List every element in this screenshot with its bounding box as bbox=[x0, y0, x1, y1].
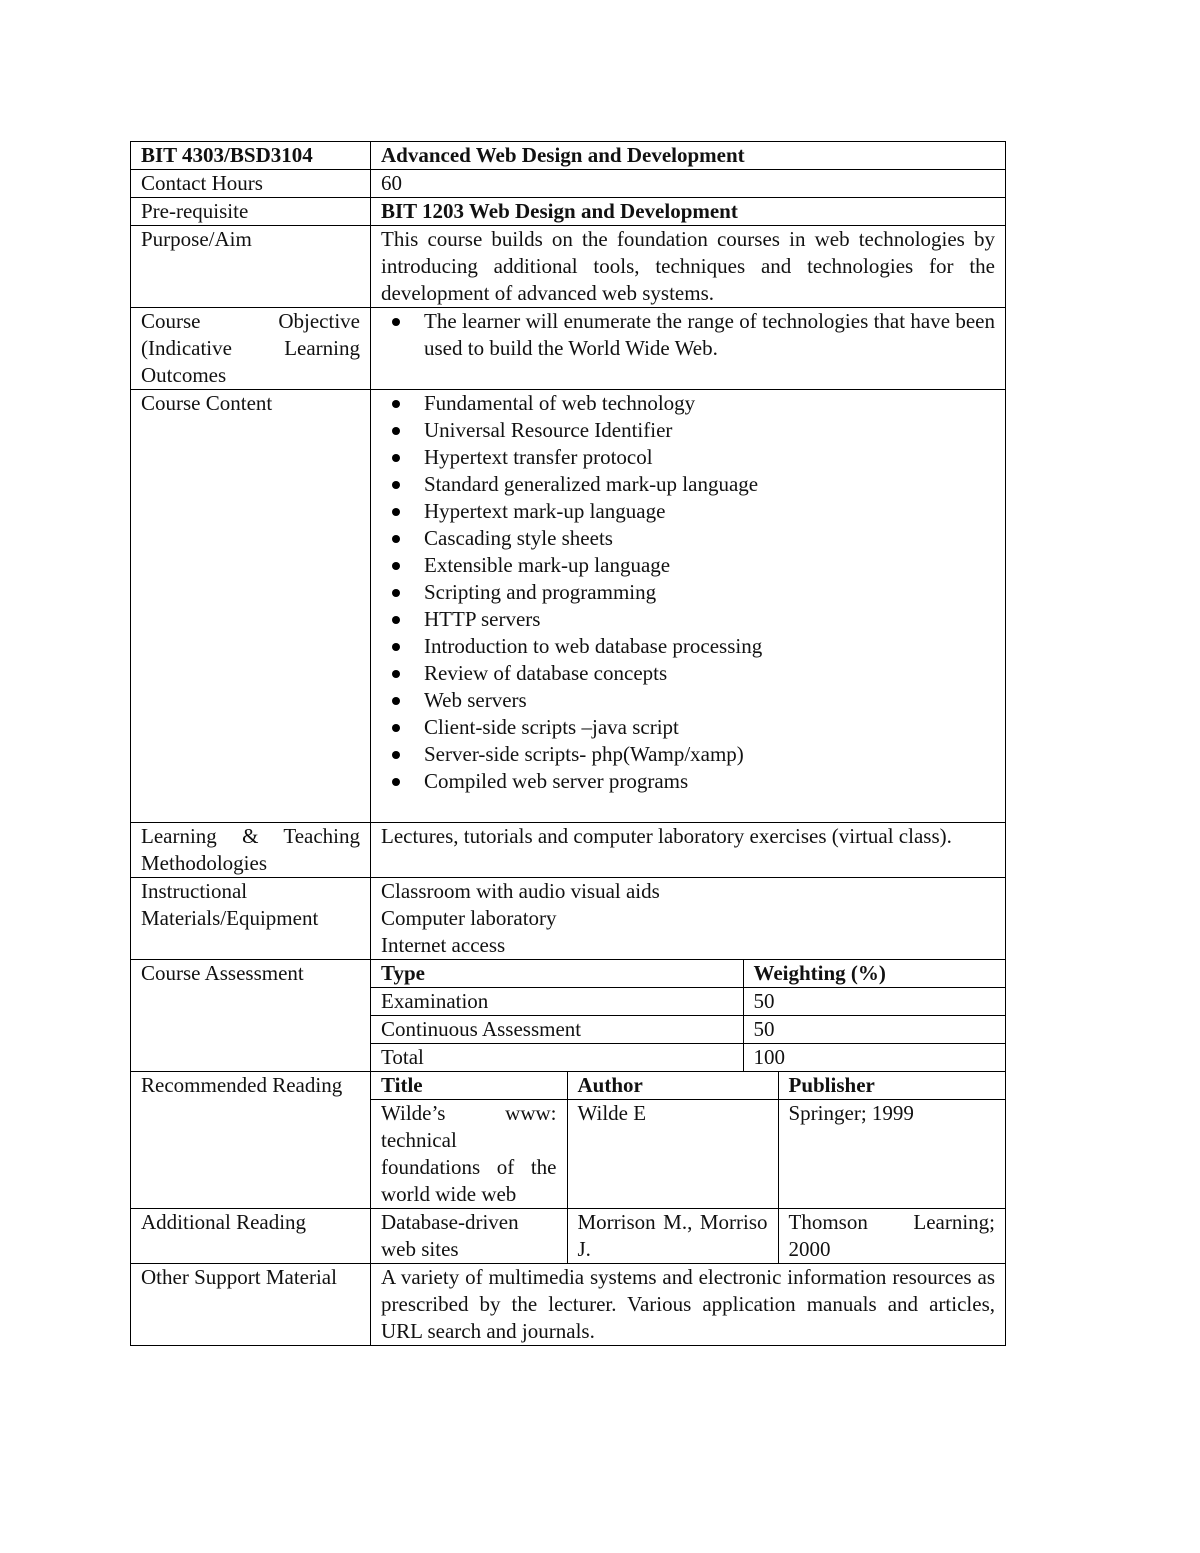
additional-title: Database-driven web sites bbox=[371, 1209, 567, 1263]
assessment-header-weighting: Weighting (%) bbox=[743, 960, 1005, 988]
reading-author: Wilde E bbox=[567, 1100, 778, 1209]
objective-item: The learner will enumerate the range of technologies that have been used to build the World Wide Web. bbox=[381, 308, 995, 362]
reading-header-title: Title bbox=[371, 1072, 567, 1100]
prerequisite-label: Pre-requisite bbox=[131, 198, 371, 226]
additional-table bbox=[371, 1209, 1005, 1263]
content-item: Server-side scripts- php(Wamp/xamp) bbox=[381, 741, 995, 768]
table-row bbox=[371, 1100, 1005, 1209]
content-item: Cascading style sheets bbox=[381, 525, 995, 552]
objective-label-word: (Indicative bbox=[141, 336, 232, 360]
row-other-support bbox=[131, 1264, 1006, 1346]
content-item: Hypertext transfer protocol bbox=[381, 444, 995, 471]
materials-label: Instructional Materials/Equipment bbox=[131, 878, 371, 960]
assessment-weight: 100 bbox=[743, 1044, 1005, 1072]
content-item: Web servers bbox=[381, 687, 995, 714]
content-label: Course Content bbox=[131, 390, 371, 823]
assessment-table bbox=[371, 960, 1005, 1071]
additional-publisher: Thomson Learning; 2000 bbox=[778, 1209, 1005, 1263]
row-course-content bbox=[131, 390, 1006, 823]
materials-line: Classroom with audio visual aids bbox=[381, 879, 660, 903]
objective-label bbox=[131, 308, 371, 390]
other-label: Other Support Material bbox=[131, 1264, 371, 1346]
assessment-type: Total bbox=[371, 1044, 743, 1072]
objective-label-word: Outcomes bbox=[141, 363, 227, 387]
row-assessment bbox=[131, 960, 1006, 1072]
course-outline-sheet bbox=[130, 141, 1006, 1346]
reading-publisher: Springer; 1999 bbox=[778, 1100, 1005, 1209]
contact-hours-label: Contact Hours bbox=[131, 170, 371, 198]
content-item: Scripting and programming bbox=[381, 579, 995, 606]
table-row bbox=[371, 1016, 1005, 1044]
row-recommended-reading bbox=[131, 1072, 1006, 1209]
materials-line: Computer laboratory bbox=[381, 906, 557, 930]
row-purpose bbox=[131, 226, 1006, 308]
objective-list bbox=[381, 308, 995, 362]
assessment-header-row bbox=[371, 960, 1005, 988]
row-prerequisite bbox=[131, 198, 1006, 226]
objective-label-word: Objective bbox=[278, 309, 360, 333]
purpose-text: This course builds on the foundation courses in web technologies by introducing additional tools, techniques and technologies for the development of advanced web systems. bbox=[371, 226, 1006, 308]
reading-header-author: Author bbox=[567, 1072, 778, 1100]
table-row bbox=[371, 1209, 1005, 1263]
objective-label-word: Course bbox=[141, 309, 201, 333]
row-objective bbox=[131, 308, 1006, 390]
methodologies-text: Lectures, tutorials and computer laboratory exercises (virtual class). bbox=[371, 823, 1006, 878]
row-contact-hours bbox=[131, 170, 1006, 198]
content-item: Client-side scripts –java script bbox=[381, 714, 995, 741]
other-text: A variety of multimedia systems and electronic information resources as prescribed by the lecturer. Various application manuals and articles, URL search and journals. bbox=[371, 1264, 1006, 1346]
reading-title: Wilde’s www: technical foundations of the world wide web bbox=[371, 1100, 567, 1209]
assessment-label: Course Assessment bbox=[131, 960, 371, 1072]
row-additional-reading bbox=[131, 1209, 1006, 1264]
row-materials bbox=[131, 878, 1006, 960]
content-list-cell bbox=[371, 390, 1006, 823]
reading-cell bbox=[371, 1072, 1006, 1209]
assessment-header-type: Type bbox=[371, 960, 743, 988]
reading-header-publisher: Publisher bbox=[778, 1072, 1005, 1100]
prerequisite-value: BIT 1203 Web Design and Development bbox=[371, 198, 1006, 226]
contact-hours-value: 60 bbox=[371, 170, 1006, 198]
course-code: BIT 4303/BSD3104 bbox=[131, 142, 371, 170]
content-item: HTTP servers bbox=[381, 606, 995, 633]
content-item: Standard generalized mark-up language bbox=[381, 471, 995, 498]
course-outline-table bbox=[130, 141, 1006, 1346]
content-item: Introduction to web database processing bbox=[381, 633, 995, 660]
table-row bbox=[371, 1044, 1005, 1072]
content-spacer bbox=[381, 795, 995, 822]
additional-cell bbox=[371, 1209, 1006, 1264]
content-item: Compiled web server programs bbox=[381, 768, 995, 795]
assessment-weight: 50 bbox=[743, 1016, 1005, 1044]
assessment-type: Continuous Assessment bbox=[371, 1016, 743, 1044]
content-item: Extensible mark-up language bbox=[381, 552, 995, 579]
course-title: Advanced Web Design and Development bbox=[371, 142, 1006, 170]
methodologies-label: Learning & Teaching Methodologies bbox=[131, 823, 371, 878]
materials-cell bbox=[371, 878, 1006, 960]
purpose-label: Purpose/Aim bbox=[131, 226, 371, 308]
assessment-weight: 50 bbox=[743, 988, 1005, 1016]
content-item: Universal Resource Identifier bbox=[381, 417, 995, 444]
assessment-type: Examination bbox=[371, 988, 743, 1016]
reading-table bbox=[371, 1072, 1005, 1208]
assessment-cell bbox=[371, 960, 1006, 1072]
content-list bbox=[381, 390, 995, 795]
additional-author: Morrison M., Morriso J. bbox=[567, 1209, 778, 1263]
reading-label: Recommended Reading bbox=[131, 1072, 371, 1209]
row-course-code bbox=[131, 142, 1006, 170]
content-item: Hypertext mark-up language bbox=[381, 498, 995, 525]
additional-label: Additional Reading bbox=[131, 1209, 371, 1264]
row-methodologies bbox=[131, 823, 1006, 878]
content-item: Fundamental of web technology bbox=[381, 390, 995, 417]
reading-header-row bbox=[371, 1072, 1005, 1100]
objective-list-cell bbox=[371, 308, 1006, 390]
objective-label-word: Learning bbox=[284, 336, 360, 360]
materials-line: Internet access bbox=[381, 933, 506, 957]
content-item: Review of database concepts bbox=[381, 660, 995, 687]
table-row bbox=[371, 988, 1005, 1016]
